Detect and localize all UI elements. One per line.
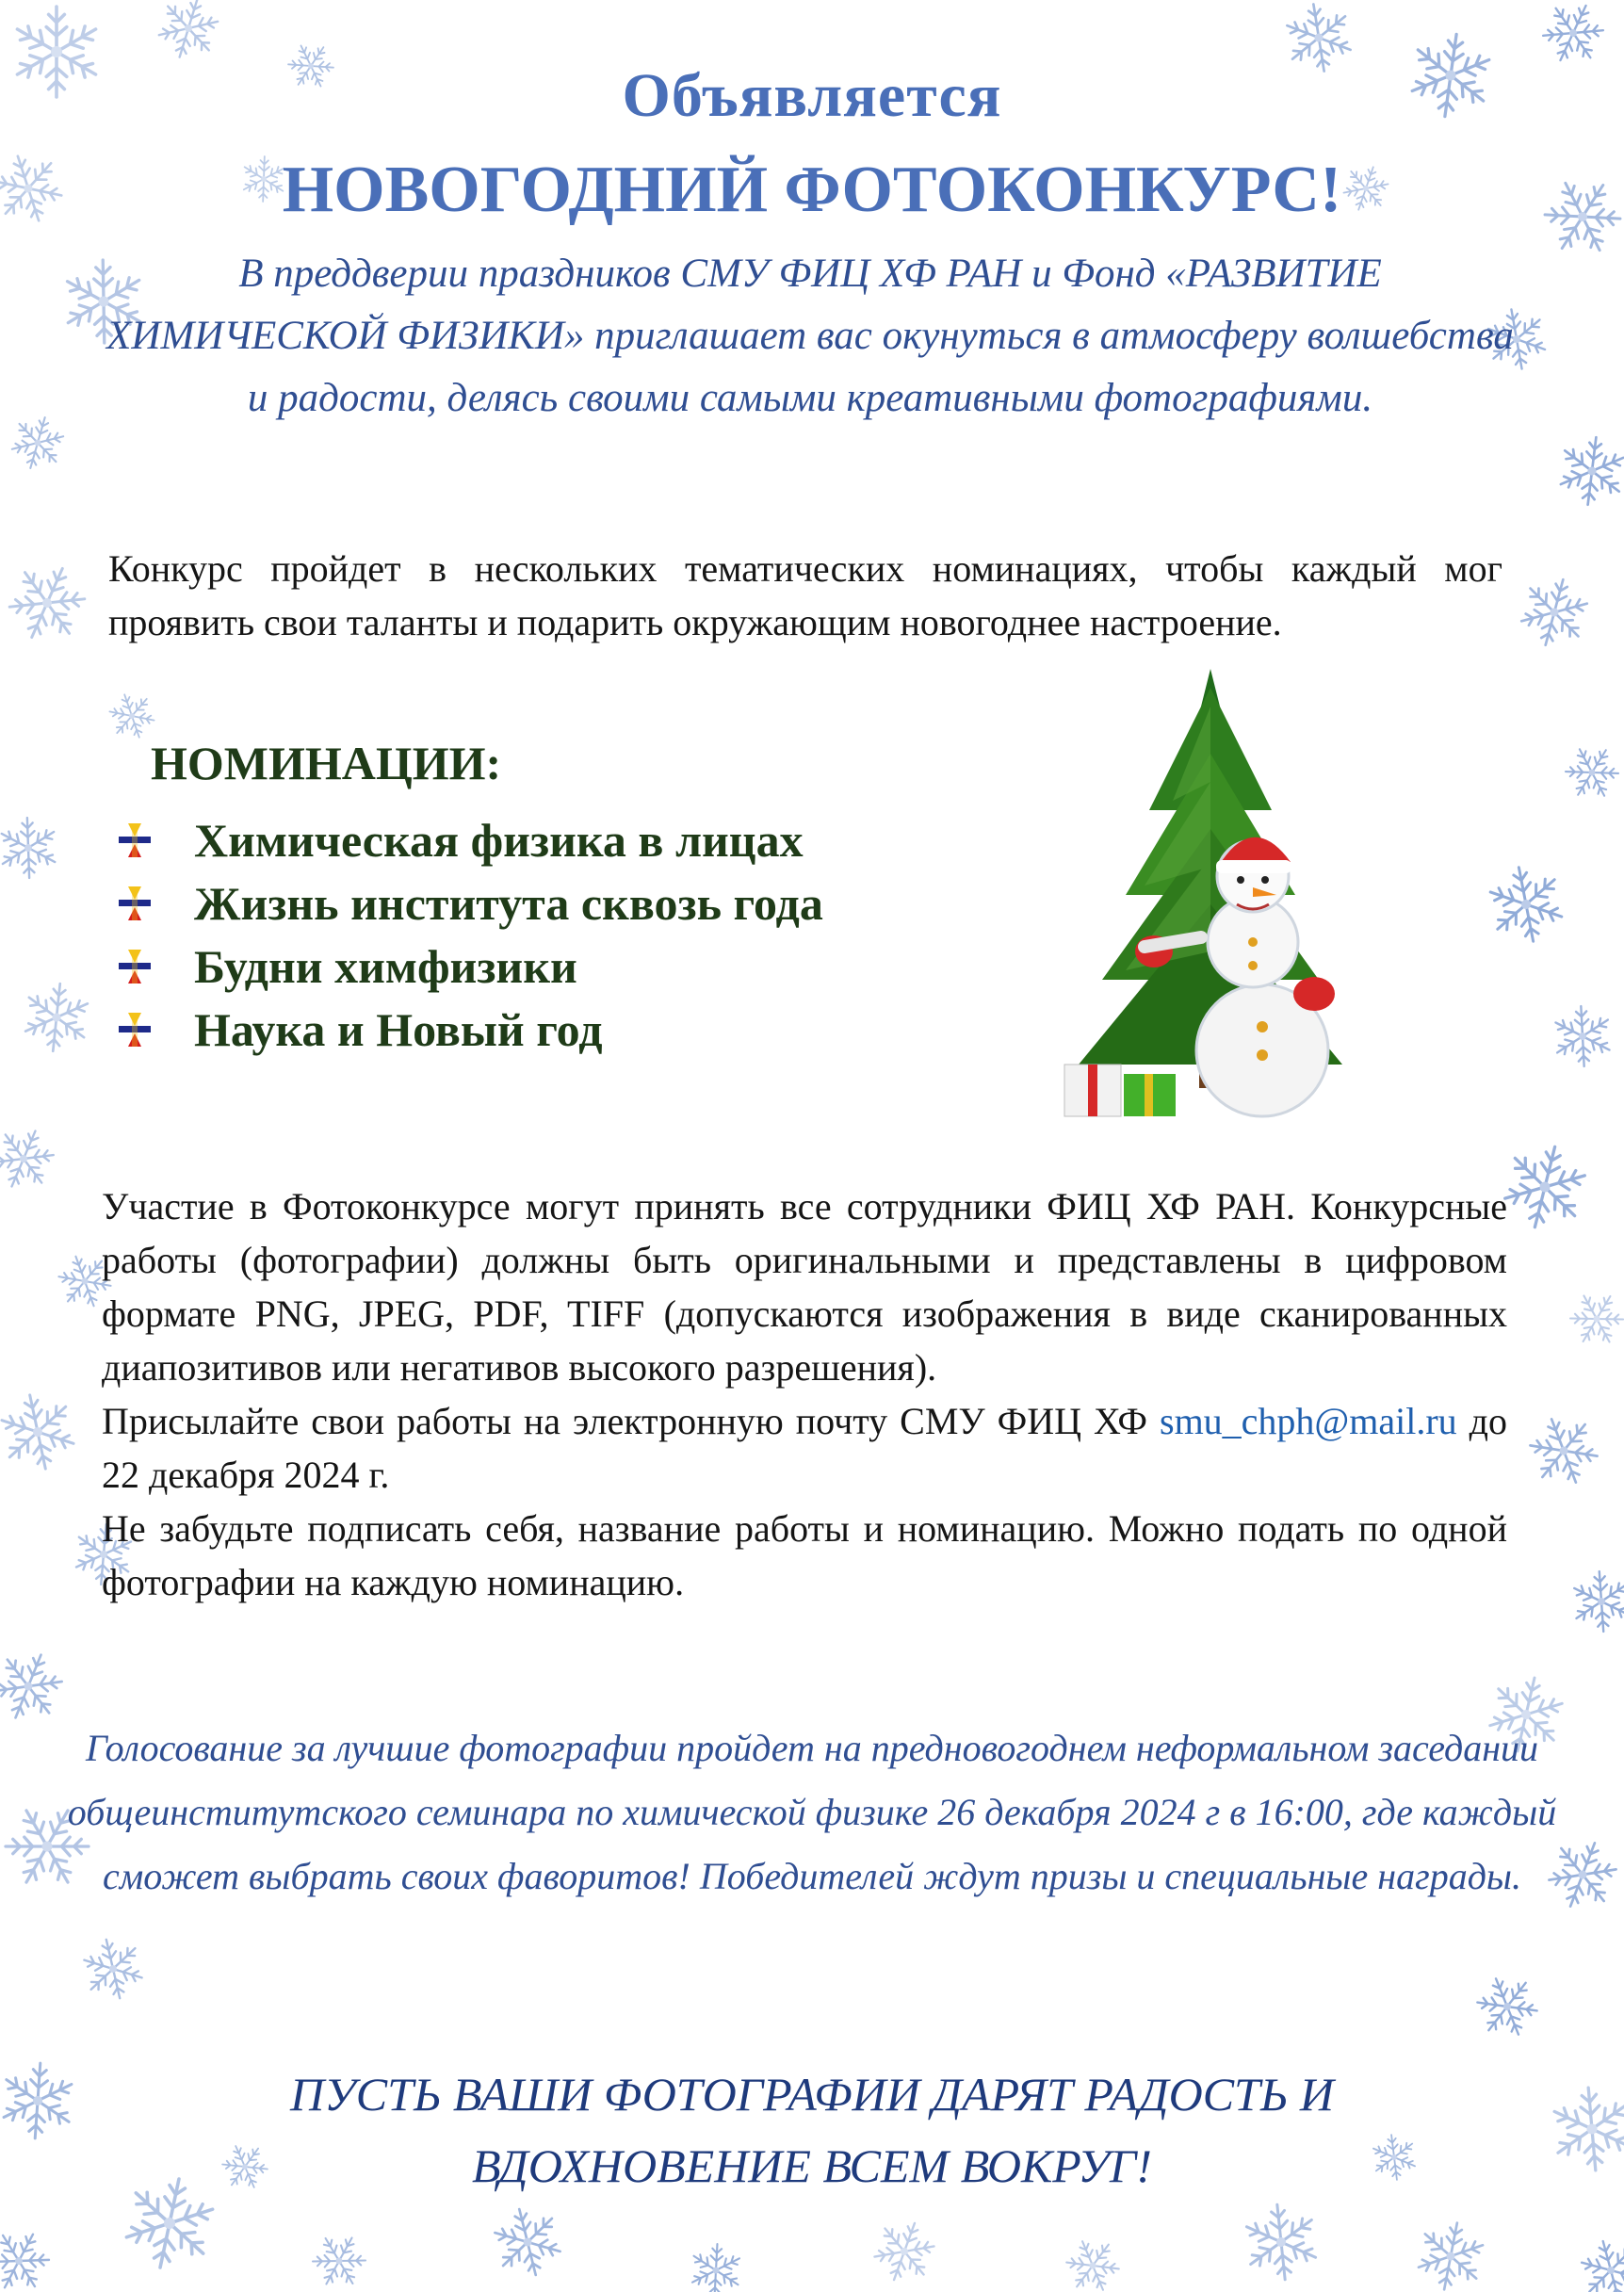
- submission-line: [102, 1394, 1507, 1502]
- participation-section: [102, 1179, 1507, 1609]
- christmas-tree-snowman-illustration: [1060, 669, 1361, 1121]
- nomination-label: Наука и Новый год: [194, 1002, 603, 1056]
- nomination-item: [115, 808, 823, 871]
- participation-text: Участие в Фотоконкурсе могут принять все сотрудники ФИЦ ХФ РАН. Конкурсные работы (фотографии) должны быть оригинальными и представлены в цифровом формате PNG, JPEG, PDF, TIFF (допускаются изображения в виде сканированных диапозитивов или негативов высокого разрешения).: [102, 1185, 1507, 1389]
- intro-paragraph: В преддверии праздников СМУ ФИЦ ХФ РАН и Фонд «РАЗВИТИЕ ХИМИЧЕСКОЙ ФИЗИКИ» приглашает вас окунуться в атмосферу волшебства и радости, делясь своими самыми креативными фотографиями.: [106, 252, 1514, 420]
- contest-intro-paragraph: Конкурс пройдет в нескольких тематических номинациях, чтобы каждый мог проявить свои таланты и подарить окружающим новогоднее настроение.: [108, 547, 1502, 643]
- nomination-label: Жизнь института сквозь года: [194, 876, 823, 930]
- headline-announce: Объявляется: [622, 61, 1002, 130]
- nomination-label: Будни химфизики: [194, 939, 577, 993]
- email-link[interactable]: smu_chph@mail.ru: [1160, 1400, 1457, 1442]
- closing-slogan: [122, 2058, 1502, 2202]
- nomination-label: Химическая физика в лицах: [194, 813, 804, 867]
- closing-line-2: ВДОХНОВЕНИЕ ВСЕМ ВОКРУГ!: [472, 2139, 1152, 2192]
- arrow-bullet-icon: [115, 1011, 158, 1048]
- arrow-bullet-icon: [115, 948, 158, 985]
- arrow-bullet-icon: [115, 821, 158, 859]
- voting-paragraph: Голосование за лучшие фотографии пройдет на предновогоднем неформальном заседании общеинститутского семинара по химической физике 26 декабря 2024 г в 16:00, где каждый сможет выбрать своих фаворитов! Победителей ждут призы и специальные награды.: [67, 1727, 1557, 1897]
- submission-prefix: Присылайте свои работы на электронную почту СМУ ФИЦ ХФ: [102, 1400, 1148, 1442]
- nomination-item: [115, 935, 823, 998]
- submission-deadline: до 22 декабря 2024 г.: [102, 1400, 1508, 1496]
- closing-line-1: ПУСТЬ ВАШИ ФОТОГРАФИИ ДАРЯТ РАДОСТЬ И: [290, 2068, 1334, 2121]
- reminder-text: Не забудьте подписать себя, название работы и номинацию. Можно подать по одной фотографии на каждую номинацию.: [102, 1507, 1507, 1603]
- arrow-bullet-icon: [115, 885, 158, 922]
- nominations-heading: НОМИНАЦИИ:: [151, 737, 502, 789]
- nominations-list: [115, 808, 823, 1061]
- nomination-item: [115, 871, 823, 935]
- headline-title: НОВОГОДНИЙ ФОТОКОНКУРС!: [282, 154, 1342, 226]
- nomination-item: [115, 998, 823, 1061]
